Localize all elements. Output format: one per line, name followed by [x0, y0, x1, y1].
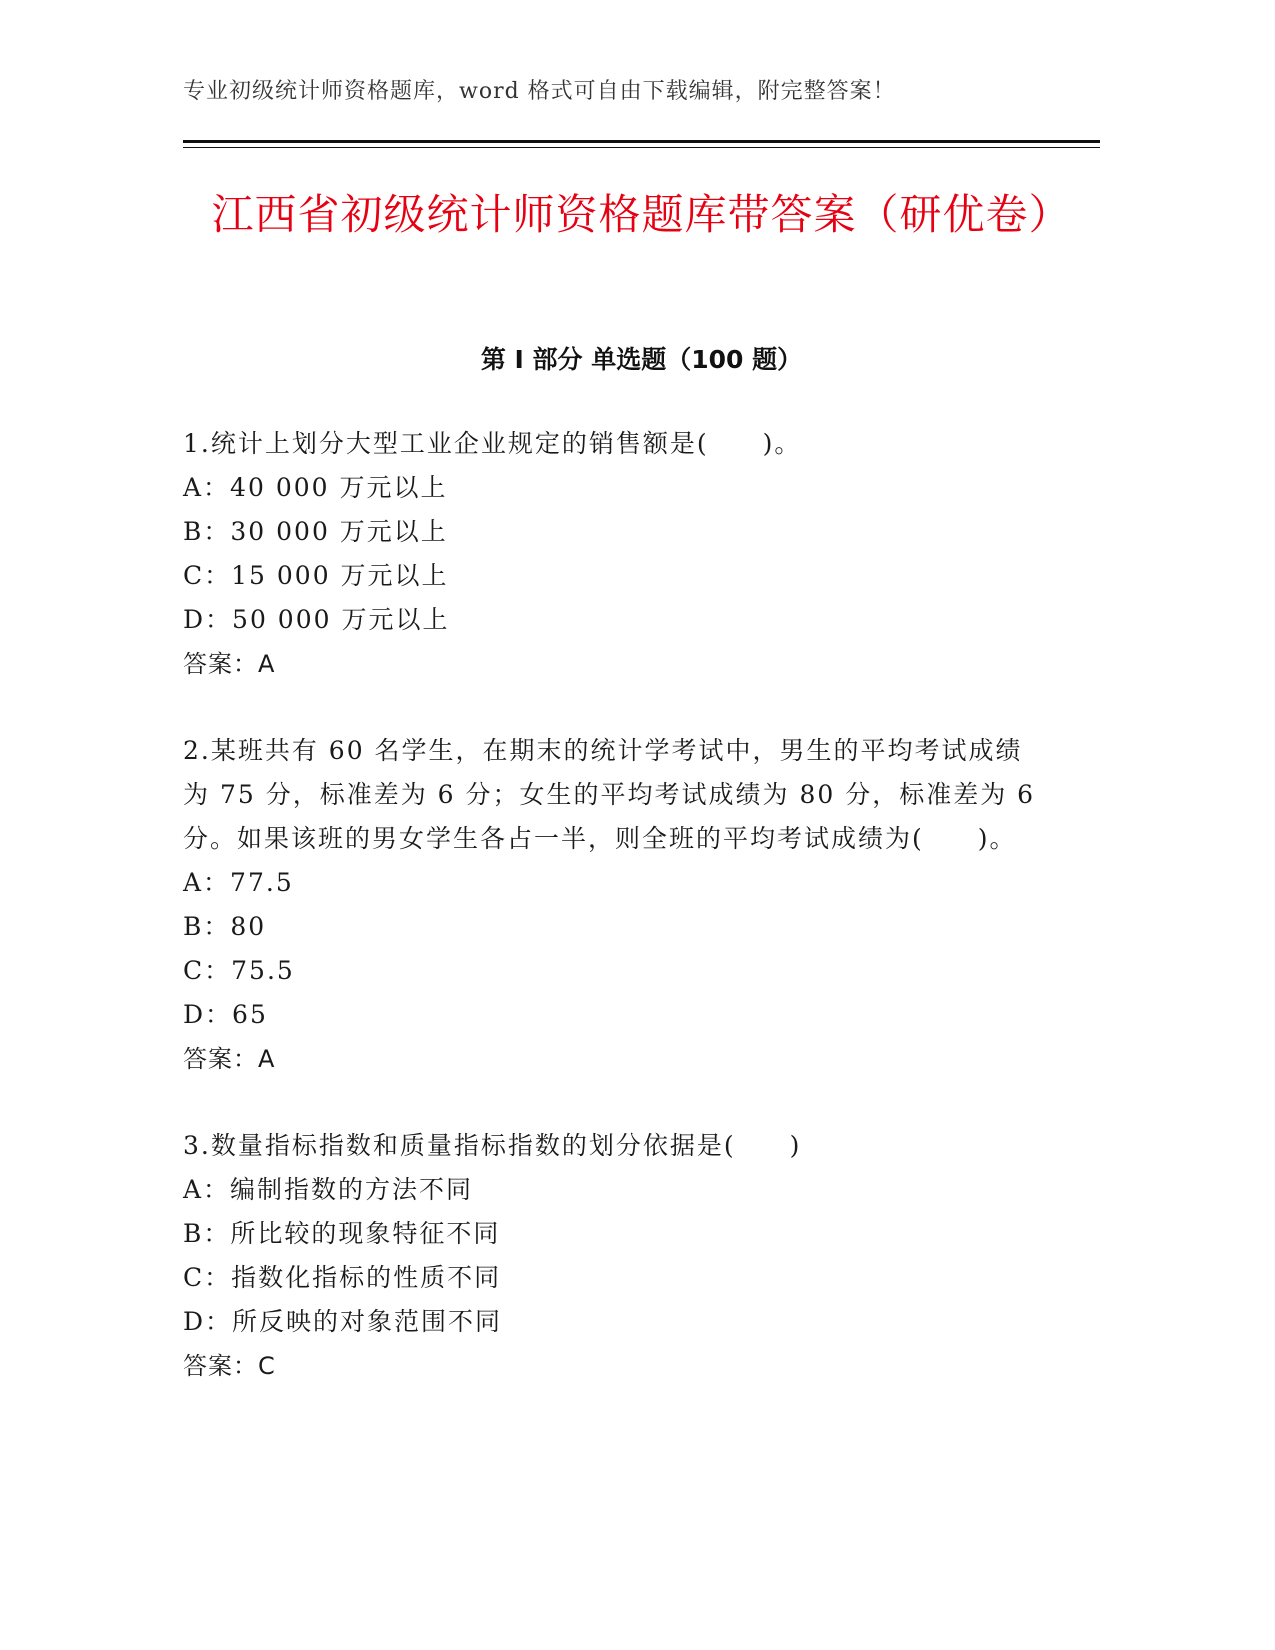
- header-note: 专业初级统计师资格题库，word 格式可自由下载编辑，附完整答案！: [183, 79, 896, 104]
- option-d: D：50 000 万元以上: [183, 605, 450, 634]
- question-1: [183, 422, 1043, 686]
- option-d: D：所反映的对象范围不同: [183, 1307, 503, 1336]
- option-a: A：40 000 万元以上: [183, 473, 448, 502]
- question-stem: 1.统计上划分大型工业企业规定的销售额是( )。: [183, 429, 802, 458]
- option-b: B：30 000 万元以上: [183, 517, 448, 546]
- answer: 答案：C: [183, 1352, 276, 1380]
- option-c: C：15 000 万元以上: [183, 561, 449, 590]
- document-title: 江西省初级统计师资格题库带答案（研优卷）: [211, 190, 1072, 239]
- option-a: A：77.5: [183, 868, 294, 897]
- header-rule-thick: [183, 140, 1100, 143]
- answer: 答案：A: [183, 1045, 276, 1073]
- option-a: A：编制指数的方法不同: [183, 1175, 474, 1204]
- option-b: B：80: [183, 912, 267, 941]
- option-c: C：指数化指标的性质不同: [183, 1263, 502, 1292]
- question-stem: 2.某班共有 60 名学生，在期末的统计学考试中，男生的平均考试成绩为 75 分，标准差为 6 分；女生的平均考试成绩为 80 分，标准差为 6 分。如果该班的男女学生各占一半，则全班的平均考试成绩为( )。: [183, 736, 1036, 853]
- question-2: [183, 729, 1043, 1081]
- question-list: [183, 422, 1043, 1431]
- section-title: 第 I 部分 单选题（100 题）: [480, 345, 803, 374]
- option-b: B：所比较的现象特征不同: [183, 1219, 501, 1248]
- question-3: [183, 1124, 1043, 1388]
- answer: 答案：A: [183, 650, 276, 678]
- option-c: C：75.5: [183, 956, 295, 985]
- header-rule-thin: [183, 147, 1100, 148]
- question-stem: 3.数量指标指数和质量指标指数的划分依据是( ): [183, 1131, 802, 1160]
- option-d: D：65: [183, 1000, 268, 1029]
